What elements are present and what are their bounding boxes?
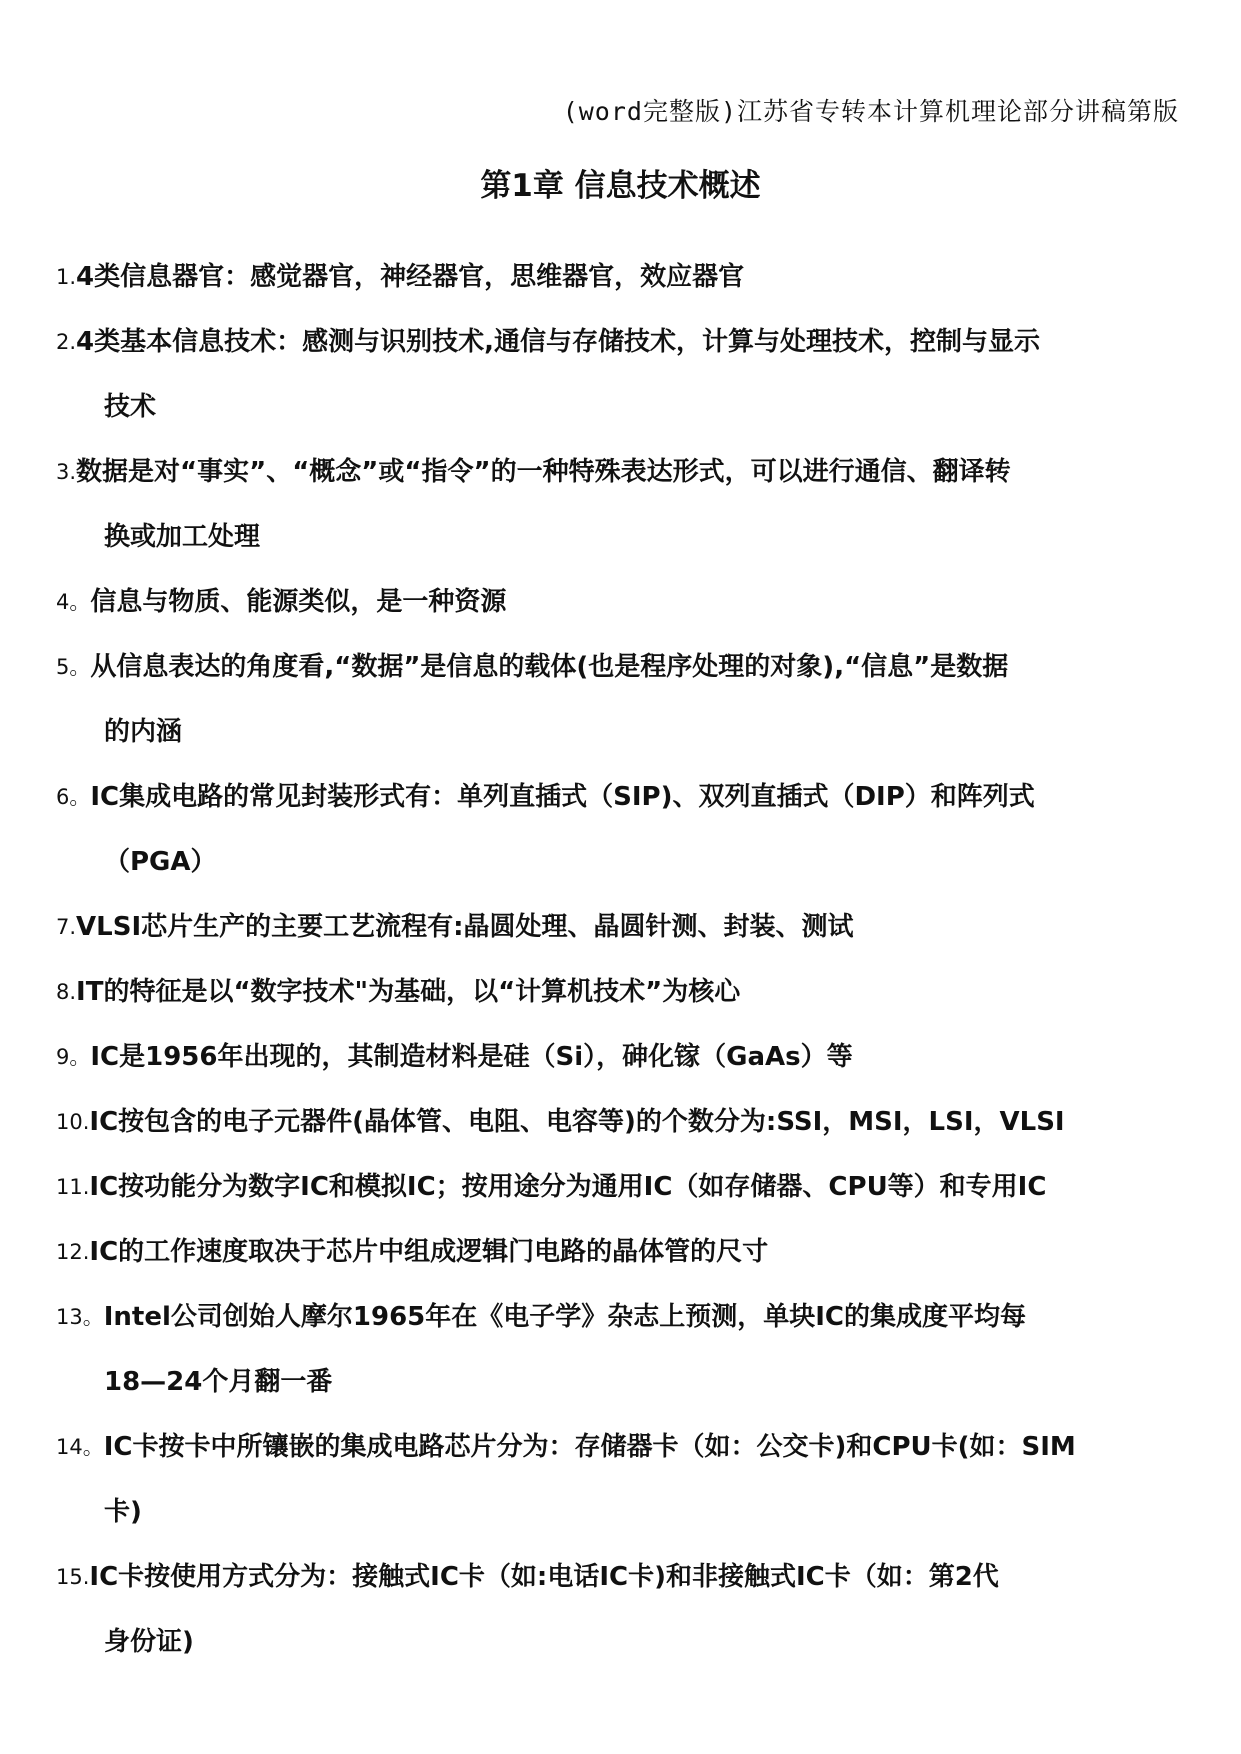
item-text-continuation: 18—24个月翻一番 (104, 1367, 333, 1397)
item-text: IC的工作速度取决于芯片中组成逻辑门电路的晶体管的尺寸 (89, 1237, 769, 1267)
item-text-continuation: （PGA） (104, 847, 217, 877)
item-text: IT的特征是以“数字技术"为基础，以“计算机技术”为核心 (76, 977, 741, 1007)
list-item (56, 1155, 1188, 1220)
list-item (56, 960, 1188, 1025)
chapter-title: 第1章 信息技术概述 (480, 168, 761, 204)
list-item (56, 570, 1188, 635)
list-item (56, 245, 1188, 310)
list-item (56, 1025, 1188, 1090)
item-number: 5。 (56, 655, 91, 679)
item-list (56, 245, 1188, 1675)
item-number: 1. (56, 265, 77, 289)
list-item (56, 895, 1188, 960)
item-text: Intel公司创始人摩尔1965年在《电子学》杂志上预测，单块IC的集成度平均每 (103, 1302, 1027, 1332)
item-text: 4类基本信息技术：感测与识别技术,通信与存储技术，计算与处理技术，控制与显示 (76, 327, 1041, 357)
item-text: 信息与物质、能源类似，是一种资源 (90, 587, 507, 617)
item-text-continuation: 换或加工处理 (104, 522, 261, 552)
item-number: 15. (56, 1565, 90, 1589)
item-text: IC按功能分为数字IC和模拟IC；按用途分为通用IC（如存储器、CPU等）和专用IC (89, 1172, 1047, 1202)
item-text-continuation: 技术 (104, 392, 157, 422)
item-text: VLSI芯片生产的主要工艺流程有:晶圆处理、晶圆针测、封装、测试 (76, 912, 854, 942)
document-header: (word完整版)江苏省专转本计算机理论部分讲稿第版 (562, 97, 1179, 126)
item-text: 数据是对“事实”、“概念”或“指令”的一种特殊表达形式，可以进行通信、翻译转 (76, 457, 1011, 487)
item-number: 2. (56, 330, 77, 354)
list-item (56, 1415, 1188, 1480)
list-item (56, 1220, 1188, 1285)
list-item (56, 1285, 1188, 1350)
list-item (56, 440, 1188, 505)
item-text: IC集成电路的常见封装形式有：单列直插式（SIP)、双列直插式（DIP）和阵列式 (90, 782, 1035, 812)
item-text-continuation: 身份证) (104, 1627, 194, 1657)
item-text-continuation: 的内涵 (104, 717, 183, 747)
item-number: 3. (56, 460, 77, 484)
item-number: 12. (56, 1240, 90, 1264)
item-number: 7. (56, 915, 77, 939)
item-text: 4类信息器官：感觉器官，神经器官，思维器官，效应器官 (76, 262, 745, 292)
item-text: IC卡按卡中所镶嵌的集成电路芯片分为：存储器卡（如：公交卡)和CPU卡(如：SIM (103, 1432, 1076, 1462)
item-text: IC按包含的电子元器件(晶体管、电阻、电容等)的个数分为:SSI，MSI，LSI，VLSI (89, 1107, 1065, 1137)
item-text: IC是1956年出现的，其制造材料是硅（Si），砷化镓（GaAs）等 (90, 1042, 853, 1072)
item-number: 8. (56, 980, 77, 1004)
list-item (56, 1090, 1188, 1155)
list-item (56, 635, 1188, 700)
item-number: 10. (56, 1110, 90, 1134)
item-number: 9。 (56, 1045, 91, 1069)
list-item (56, 765, 1188, 830)
item-number: 4。 (56, 590, 91, 614)
list-item (56, 1545, 1188, 1610)
list-item (56, 310, 1188, 375)
item-text: IC卡按使用方式分为：接触式IC卡（如:电话IC卡)和非接触式IC卡（如：第2代 (89, 1562, 999, 1592)
item-number: 6。 (56, 785, 91, 809)
item-number: 11. (56, 1175, 90, 1199)
item-number: 13。 (56, 1305, 104, 1329)
item-text-continuation: 卡) (104, 1497, 142, 1527)
item-number: 14。 (56, 1435, 104, 1459)
item-text: 从信息表达的角度看,“数据”是信息的载体(也是程序处理的对象),“信息”是数据 (90, 652, 1009, 682)
